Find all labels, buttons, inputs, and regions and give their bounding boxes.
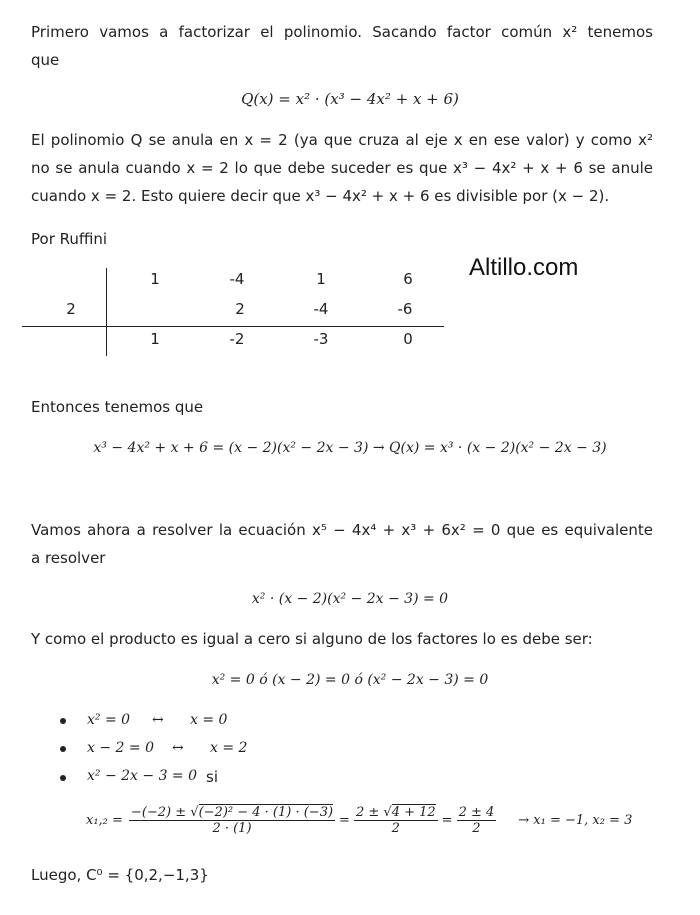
fraction-denominator: 2 [472,820,481,836]
fraction-final [457,805,497,836]
ruffini-cell: -3 [313,330,329,348]
ruffini-cell: -2 [229,330,245,348]
ruffini-cell: 1 [316,270,326,288]
text-line: cuando x = 2. Esto quiere decir que x³ − 4x² + x + 6 es divisible por (x − 2). [31,187,610,205]
equation-q-factored: Q(x) = x² · (x³ − 4x² + x + 6) [241,90,459,108]
text-line: que [31,51,60,69]
ruffini-cell: 6 [403,270,413,288]
text-line: El polinomio Q se anula en x = 2 (ya que cruza al eje x en ese valor) y como x² [31,131,653,149]
ruffini-vertical-line [106,268,107,356]
text-line: Primero vamos a factorizar el polinomio. Sacando factor común x² tenemos [31,23,653,41]
bullet-dot [60,746,66,752]
radicand: (−2)² − 4 · (1) · (−3) [198,804,334,820]
bullet-case-right: x = 2 [210,740,248,756]
paragraph-root-explanation [31,126,653,210]
conclusion-solution-set: Luego, C⁰ = {0,2,−1,3} [31,866,209,884]
equation-factorization: x³ − 4x² + x + 6 = (x − 2)(x² − 2x − 3) → Q(x) = x³ · (x − 2)(x² − 2x − 3) [93,440,607,456]
bullet-case-left: x − 2 = 0 [87,740,154,756]
fraction-numerator-part: −(−2) ± [130,804,191,820]
ruffini-horizontal-line [22,326,444,327]
bullet-case-left: x² = 0 [87,712,131,728]
equation-factor-cases: x² = 0 ó (x − 2) = 0 ó (x² − 2x − 3) = 0 [211,672,489,688]
radicand: 4 + 12 [391,804,436,820]
fraction-numerator-part: 2 ± [355,804,384,820]
paragraph-product-rule: Y como el producto es igual a cero si alguno de los factores lo es debe ser: [31,630,593,648]
ruffini-cell: 1 [150,330,160,348]
equation-product-zero: x² · (x − 2)(x² − 2x − 3) = 0 [251,591,449,607]
bullet-dot [60,718,66,724]
fraction-simplified [354,805,438,836]
text-line: a resolver [31,549,106,567]
quadratic-result: → x₁ = −1, x₂ = 3 [518,812,633,828]
quadratic-formula: x₁,₂ = $\frac{\text{−(−2) ± √(−2)² − 4 · (1) · (−3)}}{2 \cdot (1)}$ = $\frac{2 \pm √4 + 12}{2}$ = $\frac{2 \pm 4}{2}$ → x₁ = −1, x₂ = 3 [86,804,633,836]
ruffini-heading: Por Ruffini [31,230,108,248]
bullet-case-left: x² − 2x − 3 = 0 [87,768,198,784]
sqrt-icon: √ [383,804,392,820]
sqrt-icon: √ [190,804,199,820]
paragraph-factor-intro [31,18,653,74]
ruffini-cell: 2 [235,300,245,318]
equivalence-arrow-icon: ↔ [172,740,184,756]
ruffini-cell: -4 [313,300,329,318]
ruffini-cell: -4 [229,270,245,288]
bullet-dot [60,775,66,781]
ruffini-cell: 0 [403,330,413,348]
ruffini-divisor: 2 [66,300,76,318]
bullet-case-right: x = 0 [190,712,228,728]
bullet-case-connector: si [206,768,218,786]
fraction-denominator: 2 · (1) [212,820,252,836]
paragraph-then: Entonces tenemos que [31,398,204,416]
fraction-denominator: 2 [391,820,400,836]
text-line: no se anula cuando x = 2 lo que debe suceder es que x³ − 4x² + x + 6 se anule [31,159,653,177]
fraction-quadratic [129,805,335,836]
text-line: Vamos ahora a resolver la ecuación x⁵ − 4x⁴ + x³ + 6x² = 0 que es equivalente [31,521,653,539]
quadratic-lhs: x₁,₂ = [86,812,123,828]
fraction-numerator: 2 ± 4 [458,804,495,820]
watermark-logo: Altillo.com [469,254,579,281]
ruffini-cell: 1 [150,270,160,288]
ruffini-cell: -6 [397,300,413,318]
equivalence-arrow-icon: ↔ [152,712,164,728]
paragraph-solve-equation [31,516,653,572]
